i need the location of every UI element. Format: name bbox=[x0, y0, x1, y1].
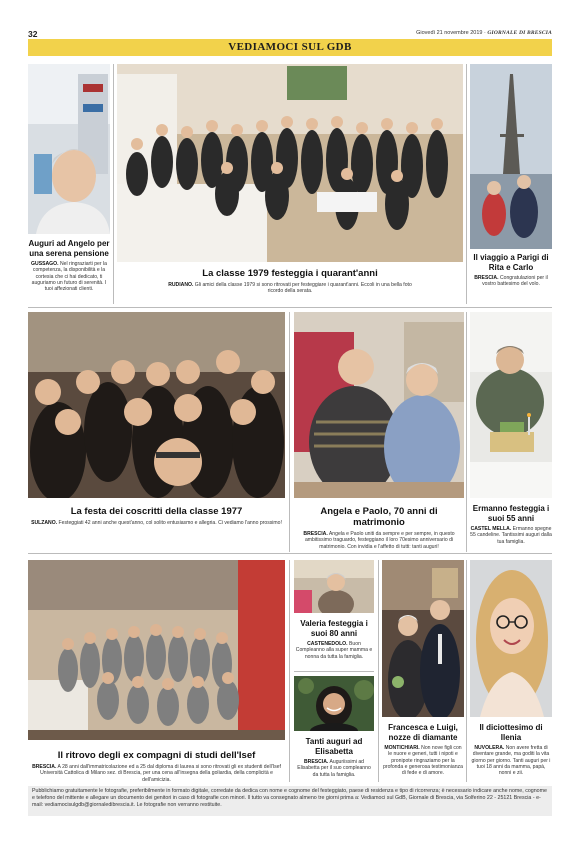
column-rule bbox=[289, 560, 290, 782]
caption-body: Ermanno spegne 55 candeline. Tantissimi auguri dalla tua famiglia. bbox=[470, 526, 552, 545]
caption-body: Non nove figli con le nuore e generi, tutti i nipoti e pronipote ringraziamo per la profonda e generosa testimonianza di fede e di amore. bbox=[383, 745, 463, 777]
caption-elisabetta bbox=[294, 737, 374, 778]
photo-angelo bbox=[28, 64, 110, 234]
caption-location: BRESCIA. bbox=[474, 275, 499, 281]
caption-title: Tanti auguri ad Elisabetta bbox=[305, 737, 363, 756]
photo-parigi bbox=[470, 64, 552, 249]
caption-body: Festeggiati 42 anni anche quest'anno, col solito entusiasmo e allegria. Ci vediamo l'anno prossimo! bbox=[58, 520, 282, 526]
caption-location: SULZANO. bbox=[31, 520, 58, 526]
caption-body: Auguriissimi ad Elisabetta per il suo compleanno da tutta la famiglia. bbox=[297, 759, 371, 778]
caption-title: Angela e Paolo, 70 anni di matrimonio bbox=[320, 506, 438, 528]
dateline-separator: · bbox=[484, 30, 486, 36]
caption-ermanno bbox=[470, 504, 552, 545]
row-rule bbox=[28, 307, 552, 308]
photo-isef bbox=[28, 560, 285, 740]
page-header bbox=[28, 29, 552, 39]
photo-ilenia bbox=[470, 560, 552, 717]
caption-parigi bbox=[470, 253, 552, 288]
caption-angela-paolo bbox=[294, 506, 464, 550]
caption-body: Nel ringraziarti per la competenza, la disponibilità e la cortesia che ci hai dedicato, ti auguriamo un futuro di serenità. I tuoi affezionati clienti. bbox=[31, 261, 107, 293]
caption-valeria bbox=[294, 619, 374, 660]
publication-date: Giovedì 21 novembre 2019 bbox=[416, 30, 483, 36]
caption-title: Francesca e Luigi, nozze di diamante bbox=[388, 723, 458, 742]
page-number: 32 bbox=[28, 29, 38, 39]
section-banner: VEDIAMOCI SUL GDB bbox=[28, 39, 552, 56]
caption-location: RUDIANO. bbox=[168, 282, 194, 288]
caption-title: La festa dei coscritti della classe 1977 bbox=[70, 506, 243, 517]
caption-location: CASTENEDOLO. bbox=[307, 641, 348, 647]
caption-ilenia bbox=[470, 723, 552, 776]
caption-location: CASTEL MELLA. bbox=[470, 526, 512, 532]
caption-location: MONTICHIARI. bbox=[384, 745, 420, 751]
photo-angela-paolo bbox=[294, 312, 464, 498]
caption-angelo bbox=[28, 239, 110, 292]
row-rule bbox=[28, 553, 552, 554]
caption-isef bbox=[28, 750, 285, 783]
caption-classe-1977 bbox=[28, 506, 285, 526]
photo-ermanno bbox=[470, 312, 552, 498]
caption-title: Il diciottesimo di Ilenia bbox=[479, 723, 543, 742]
caption-body: A 28 anni dall'immatricolazione ed a 25 dal diploma di laurea si sono ritrovati gli ex studenti dell'Isef Università Cattolica di Milano sez. di Brescia, per una cena all'insegna della goliardia, della complicità e dell'amicizia. bbox=[40, 764, 281, 783]
submission-notice: Pubblichiamo gratuitamente le fotografie, preferibilmente in formato digitale, corredate da dedica con nome e cognome del festeggiato, paese di residenza e tipo di ricorrenza; è necessario indicare anche nome, cognome e telefono del mittente e allegare un documento dei genitori in caso di fotografie con minori. Il tutto va consegnato almeno tre giorni prima a: Vediamoci sul GdB, Giornale di Brescia, via Solferino 22 - 25121 Brescia - e-mail: vediamocisulgdb@giornaledibrescia.it. Le fotografie non verranno restituite. bbox=[28, 786, 552, 816]
caption-title: Il ritrovo degli ex compagni di studi dell'Isef bbox=[57, 750, 256, 761]
caption-location: BRESCIA. bbox=[32, 764, 57, 770]
caption-location: NUVOLERA. bbox=[474, 745, 505, 751]
caption-body: Buon Compleanno alla super mamma e nonna da tutta la famiglia. bbox=[295, 641, 373, 660]
caption-location: GUSSAGO. bbox=[31, 261, 59, 267]
caption-location: BRESCIA. bbox=[303, 759, 329, 765]
column-rule bbox=[466, 560, 467, 782]
photo-classe-1977 bbox=[28, 312, 285, 498]
caption-title: La classe 1979 festeggia i quarant'anni bbox=[202, 268, 378, 279]
caption-location: BRESCIA. bbox=[303, 531, 328, 537]
caption-body: Non avere fretta di diventare grande, ma goditi la vita giorno per giorno. Tanti auguri per i tuoi 18 anni da mamma, papà, nonni e zii. bbox=[471, 745, 551, 777]
photo-valeria bbox=[294, 560, 374, 613]
column-rule bbox=[466, 64, 467, 304]
caption-body: Congratulazioni per il vostro battesimo del volo. bbox=[482, 275, 548, 288]
column-rule bbox=[378, 560, 379, 782]
row-rule bbox=[294, 671, 374, 672]
photo-francesca-luigi bbox=[382, 560, 464, 717]
photo-elisabetta bbox=[294, 676, 374, 731]
column-rule bbox=[113, 64, 114, 304]
page-dateline bbox=[416, 30, 552, 36]
caption-title: Auguri ad Angelo per una serena pensione bbox=[28, 239, 110, 258]
caption-title: Il viaggio a Parigi di Rita e Carlo bbox=[473, 253, 549, 272]
caption-classe-1979 bbox=[117, 268, 463, 295]
caption-francesca-luigi bbox=[382, 723, 464, 776]
column-rule bbox=[466, 312, 467, 552]
caption-title: Valeria festeggia i suoi 80 anni bbox=[300, 619, 368, 638]
caption-title: Ermanno festeggia i suoi 55 anni bbox=[472, 504, 550, 523]
caption-body: Angela e Paolo uniti da sempre e per sempre, in questo ambitissimo traguardo, festeggiano il loro 70esimo anniversario di matrimonio. Con invidia e l'affetto di tutti: tanti auguri! bbox=[304, 531, 455, 550]
newspaper-name: GIORNALE DI BRESCIA bbox=[487, 30, 552, 36]
column-rule bbox=[289, 312, 290, 552]
photo-classe-1979 bbox=[117, 64, 463, 262]
caption-body: Gli amici della classe 1979 si sono ritrovati per festeggiare i quarant'anni. Eccoli in una bella foto ricordo della serata. bbox=[194, 282, 412, 295]
